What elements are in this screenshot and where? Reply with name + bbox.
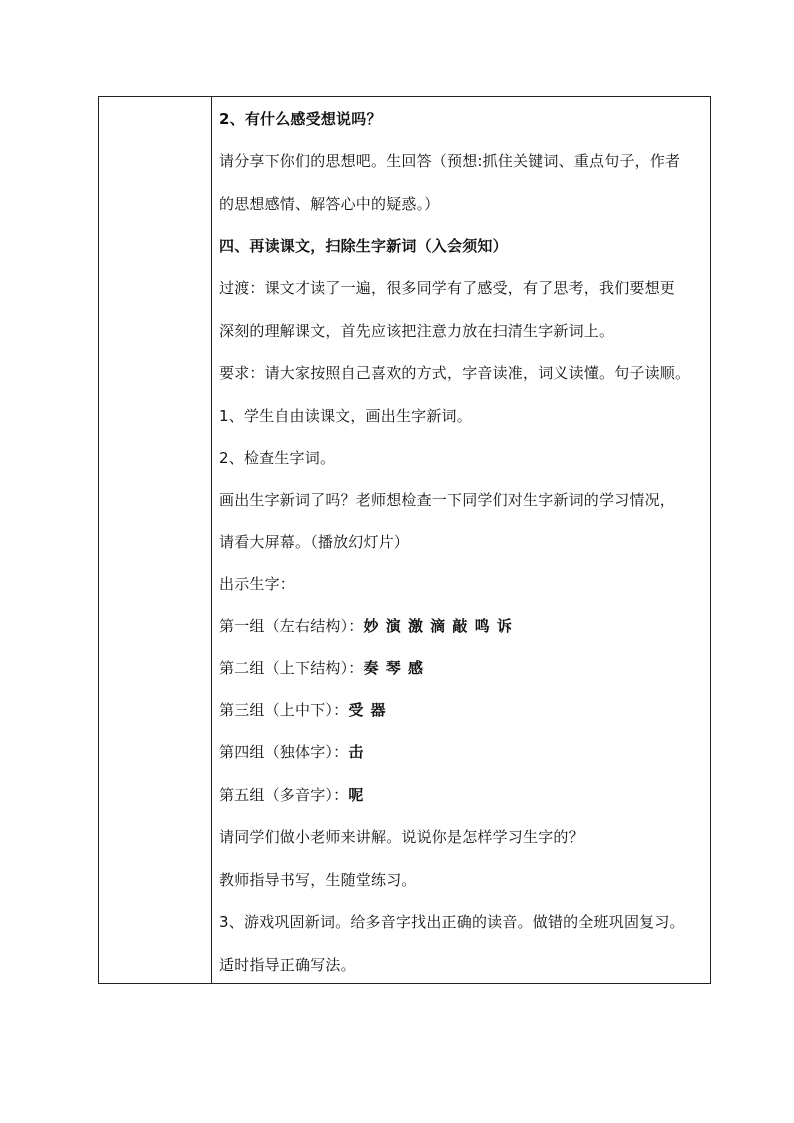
paragraph-line: 适时指导正确写法。 <box>219 956 356 974</box>
group-characters: 击 <box>348 743 365 761</box>
paragraph-line: 教师指导书写，生随堂练习。 <box>219 871 417 889</box>
lesson-plan-table <box>98 96 711 984</box>
group-characters: 受 器 <box>348 701 387 719</box>
requirement-line: 要求：请大家按照自己喜欢的方式，字音读准，词义读懂。句子读顺。 <box>219 364 691 382</box>
paragraph-line: 画出生字新词了吗？老师想检查一下同学们对生字新词的学习情况， <box>219 491 676 509</box>
paragraph-line: 请看大屏幕。（播放幻灯片） <box>219 533 410 551</box>
right-column-cell <box>212 97 710 983</box>
discussion-question: 2、有什么感受想说吗？ <box>219 110 382 128</box>
character-group <box>219 700 387 720</box>
group-characters: 呢 <box>348 786 365 804</box>
group-characters: 妙 演 激 滴 敲 鸣 诉 <box>363 617 513 635</box>
left-column-cell <box>99 97 212 983</box>
step-line: 1、学生自由读课文，画出生字新词。 <box>219 407 472 425</box>
paragraph-line: 请同学们做小老师来讲解。说说你是怎样学习生字的？ <box>219 828 584 846</box>
paragraph-line: 过渡：课文才读了一遍，很多同学有了感受，有了思考，我们要想更 <box>219 279 676 297</box>
step-line: 2、检查生字词。 <box>219 449 336 467</box>
paragraph-line: 的思想感情、解答心中的疑惑。） <box>219 195 440 213</box>
group-label: 第三组（上中下）： <box>219 701 349 719</box>
group-label: 第五组（多音字）： <box>219 786 349 804</box>
group-characters: 奏 琴 感 <box>363 659 424 677</box>
character-group <box>219 785 364 805</box>
section-heading: 四、再读课文，扫除生字新词（入会须知） <box>219 237 508 255</box>
step-line: 3、游戏巩固新词。给多音字找出正确的读音。做错的全班巩固复习。 <box>219 913 685 931</box>
paragraph-line: 出示生字： <box>219 575 296 593</box>
character-group <box>219 658 424 678</box>
character-group <box>219 616 513 636</box>
group-label: 第二组（上下结构）： <box>219 659 364 677</box>
group-label: 第一组（左右结构）： <box>219 617 364 635</box>
character-group <box>219 742 364 762</box>
paragraph-line: 请分享下你们的思想吧。生回答（预想:抓住关键词、重点句子，作者 <box>219 152 681 170</box>
group-label: 第四组（独体字）： <box>219 743 349 761</box>
paragraph-line: 深刻的理解课文，首先应该把注意力放在扫清生字新词上。 <box>219 322 615 340</box>
